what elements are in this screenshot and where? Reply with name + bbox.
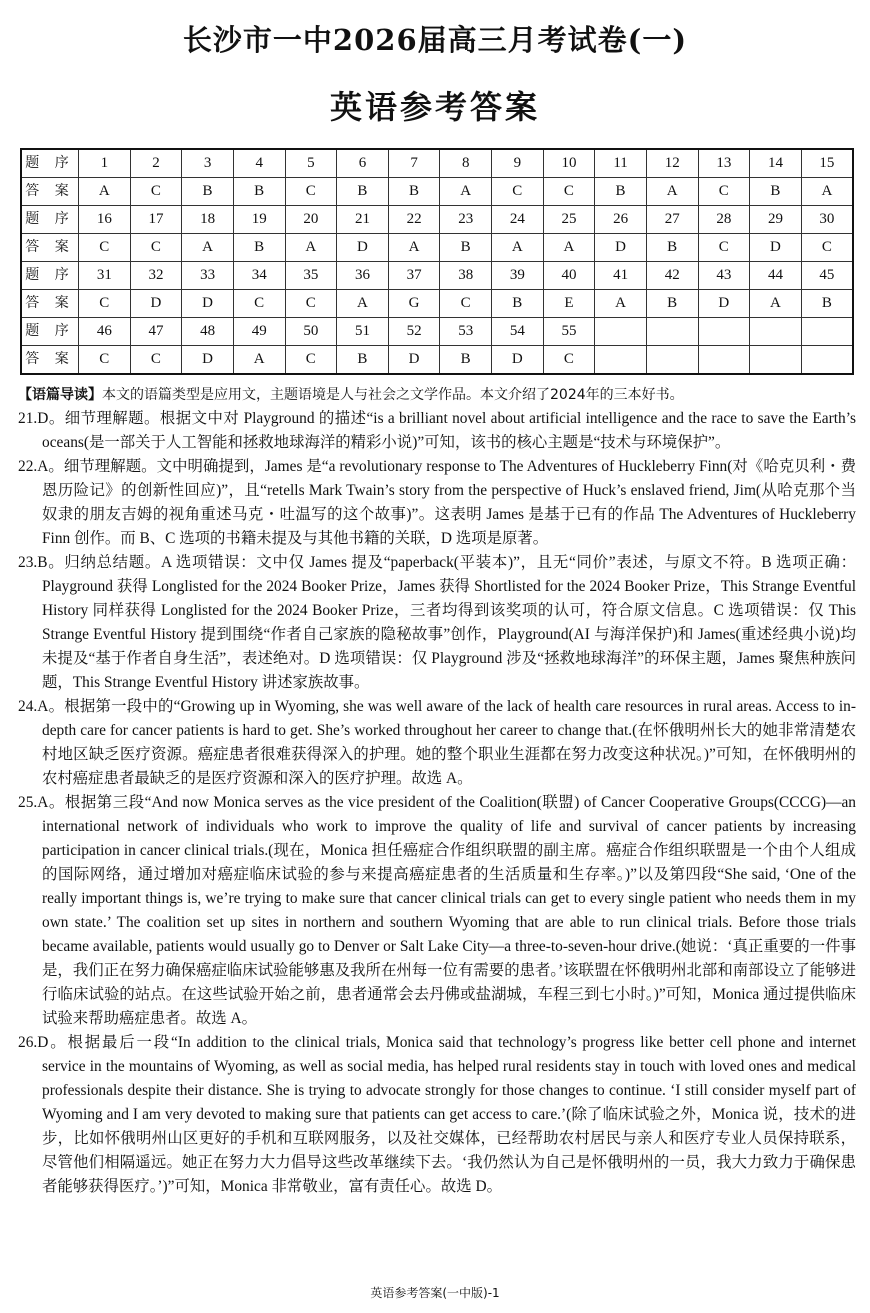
question-number-cell: 50 <box>285 318 337 346</box>
answer-key-title: 英语参考答案 <box>329 88 540 126</box>
question-number: 24. <box>18 698 38 715</box>
page-footer: 英语参考答案(一中版)-1 <box>370 1286 500 1300</box>
answer-cell: A <box>646 178 698 206</box>
question-number: 26. <box>18 1034 38 1051</box>
answer-cell: D <box>388 346 440 375</box>
question-number-cell <box>646 318 698 346</box>
row-label: 答 案 <box>21 234 79 262</box>
answer-cell: D <box>182 346 234 375</box>
question-number-cell: 26 <box>595 206 647 234</box>
explanation-24 <box>18 695 856 791</box>
answer-cell <box>801 346 853 375</box>
question-number-cell: 21 <box>337 206 389 234</box>
question-number-cell: 10 <box>543 149 595 178</box>
answer-cell: C <box>285 290 337 318</box>
answer-cell: C <box>801 234 853 262</box>
answer-cell: A <box>492 234 544 262</box>
answer-row <box>21 290 853 318</box>
question-number-cell: 31 <box>79 262 131 290</box>
answer-row <box>21 346 853 375</box>
row-label: 题 序 <box>21 318 79 346</box>
question-number-cell: 15 <box>801 149 853 178</box>
explanation-text: A。根据第三段“And now Monica serves as the vice president of the Coalition(联盟) of Cancer Cooperative Groups(CCCG)—an international network of individuals who work to improve the quality of life and survival of cancer patients by increasing participation in cancer clinical trials.(现在，Monica 担任癌症合作组织联盟的副主席。癌症合作组织联盟是一个由个人组成的国际网络，通过增加对癌症临床试验的参与来提高癌症患者的生活质量和生存率。)”以及第四段“She said, ‘One of the really important things is, we’re trying to make sure that cancer clinical trials can get to every single patient who needs them in my own state.’ The coalition set up sites in northern and southern Wyoming that are able to run clinical trials. Before those trials became available, patients would usually go to Denver or Salt Lake City—a three-to-seven-hour drive.(她说：‘真正重要的一件事是，我们正在努力确保癌症临床试验能够惠及我所在州每一位有需要的患者。’该联盟在怀俄明州北部和南部设立了能够进行临床试验的站点。在这些试验开始之前，患者通常会去丹佛或盐湖城，车程三到七小时。)”可知，Monica 通过提供临床试验来帮助癌症患者。故选 A。 <box>37 794 856 1027</box>
question-number-cell: 29 <box>750 206 802 234</box>
question-number-cell: 55 <box>543 318 595 346</box>
question-number-cell: 39 <box>492 262 544 290</box>
question-number-cell <box>595 318 647 346</box>
question-number-cell: 47 <box>130 318 182 346</box>
answer-cell: A <box>543 234 595 262</box>
explanation-21 <box>18 407 856 455</box>
answer-cell: A <box>440 178 492 206</box>
question-number-cell: 54 <box>492 318 544 346</box>
question-number-cell: 3 <box>182 149 234 178</box>
answer-cell: A <box>337 290 389 318</box>
question-number-cell: 35 <box>285 262 337 290</box>
question-number-cell: 30 <box>801 206 853 234</box>
question-number-cell: 13 <box>698 149 750 178</box>
answer-cell: B <box>182 178 234 206</box>
question-number: 23. <box>18 554 38 571</box>
question-number-cell: 9 <box>492 149 544 178</box>
explanation-text: B。归纳总结题。A 选项错误：文中仅 James 提及“paperback(平装本)”，且无“同价”表述，与原文不符。B 选项正确：Playground 获得 Longlisted for the 2024 Booker Prize，James 获得 Shortlisted for the 2024 Booker Prize，This Strange Eventful History 同样获得 Longlisted for the 2024 Booker Prize，三者均得到该奖项的认可，符合原文信息。C 选项错误：仅 This Strange Eventful History 提到围绕“作者自己家族的隐秘故事”创作，Playground(AI 与海洋保护)和 James(重述经典小说)均未提及“基于作者自身生活”，表述绝对。D 选项错误：仅 Playground 涉及“拯救地球海洋”的环保主题，James 聚焦种族问题，This Strange Eventful History 讲述家族故事。 <box>37 554 856 691</box>
answer-cell: D <box>337 234 389 262</box>
answer-cell: G <box>388 290 440 318</box>
question-number-cell <box>698 318 750 346</box>
question-number-cell: 18 <box>182 206 234 234</box>
question-number-cell: 23 <box>440 206 492 234</box>
row-label: 题 序 <box>21 149 79 178</box>
question-number-cell: 51 <box>337 318 389 346</box>
row-label: 题 序 <box>21 206 79 234</box>
question-number-cell: 5 <box>285 149 337 178</box>
answer-cell: C <box>440 290 492 318</box>
question-number-cell: 24 <box>492 206 544 234</box>
answer-cell: C <box>130 178 182 206</box>
answer-row <box>21 178 853 206</box>
question-number-cell <box>750 318 802 346</box>
row-label: 答 案 <box>21 346 79 375</box>
answer-row <box>21 234 853 262</box>
explanation-text: A。根据第一段中的“Growing up in Wyoming, she was well aware of the lack of health care resources in rural areas. Access to in-depth care for cancer patients is hard to get. She’s worked throughout her career to change that.(在怀俄明州长大的她非常清楚农村地区缺乏医疗资源。癌症患者很难获得深入的护理。她的整个职业生涯都在努力改变这种状况。)”可知，在怀俄明州的农村癌症患者最缺乏的是医疗资源和深入的医疗护理。故选 A。 <box>37 698 856 787</box>
answer-cell: A <box>79 178 131 206</box>
answer-cell: C <box>79 346 131 375</box>
answer-cell: B <box>233 178 285 206</box>
answer-cell: D <box>750 234 802 262</box>
question-number-cell: 25 <box>543 206 595 234</box>
question-number-cell: 11 <box>595 149 647 178</box>
row-label: 答 案 <box>21 290 79 318</box>
answer-cell: A <box>182 234 234 262</box>
answer-cell: D <box>698 290 750 318</box>
explanation-text: A。细节理解题。文中明确提到，James 是“a revolutionary response to The Adventures of Huckleberry Finn(对《哈克贝利・费恩历险记》的创新性回应)”，且“retells Mark Twain’s story from the perspective of Huck’s enslaved friend, Jim(从哈克那个当奴隶的朋友吉姆的视角重述马克・吐温写的这个故事)”。这表明 James 是基于已有的作品 The Adventures of Huckleberry Finn 创作。而 B、C 选项的书籍未提及与其他书籍的关联，D 选项是原著。 <box>37 458 856 547</box>
question-number-row <box>21 318 853 346</box>
answer-cell: B <box>595 178 647 206</box>
question-number-cell: 16 <box>79 206 131 234</box>
answer-cell: B <box>646 234 698 262</box>
question-number-cell: 12 <box>646 149 698 178</box>
question-number-row <box>21 149 853 178</box>
question-number-cell: 2 <box>130 149 182 178</box>
question-number-cell: 17 <box>130 206 182 234</box>
answer-cell <box>646 346 698 375</box>
answer-cell: C <box>285 178 337 206</box>
question-number: 21. <box>18 410 38 427</box>
question-number-cell: 37 <box>388 262 440 290</box>
question-number-cell: 38 <box>440 262 492 290</box>
question-number-cell: 42 <box>646 262 698 290</box>
answer-cell: D <box>492 346 544 375</box>
intro-tag: 【语篇导读】 <box>18 387 102 403</box>
passage-intro <box>18 383 856 407</box>
answer-cell: B <box>388 178 440 206</box>
question-number-cell: 53 <box>440 318 492 346</box>
answer-cell: E <box>543 290 595 318</box>
answer-cell: B <box>801 290 853 318</box>
exam-title: 长沙市一中2026届高三月考试卷(一) <box>182 23 688 57</box>
answer-cell: B <box>440 234 492 262</box>
answer-cell: A <box>388 234 440 262</box>
question-number-cell: 1 <box>79 149 131 178</box>
question-number-cell: 33 <box>182 262 234 290</box>
question-number-cell: 32 <box>130 262 182 290</box>
answer-cell <box>595 346 647 375</box>
question-number-cell: 45 <box>801 262 853 290</box>
answer-cell: C <box>285 346 337 375</box>
explanation-text: D。根据最后一段“In addition to the clinical trials, Monica said that technology’s progress like better cell phone and internet service in the mountains of Wyoming, as well as social media, has helped rural residents stay in touch with loved ones and medical professionals despite their distance. She is trying to advocate strongly for those changes to continue. ‘I still consider myself part of Wyoming and I am very devoted to making sure that patients can get access to care.’(除了临床试验之外，Monica 说，技术的进步，比如怀俄明州山区更好的手机和互联网服务，以及社交媒体，已经帮助农村居民与亲人和医疗专业人员保持联系，尽管他们相隔遥远。她正在努力大力倡导这些改革继续下去。‘我仍然认为自己是怀俄明州的一员，我大力致力于确保患者能够获得医疗。’)”可知，Monica 非常敬业，富有责任心。故选 D。 <box>37 1034 856 1195</box>
answer-cell: C <box>233 290 285 318</box>
question-number: 25. <box>18 794 38 811</box>
answer-cell: C <box>79 290 131 318</box>
answer-cell: A <box>233 346 285 375</box>
question-number-cell: 44 <box>750 262 802 290</box>
question-number-cell: 4 <box>233 149 285 178</box>
answer-cell: C <box>698 178 750 206</box>
answer-cell: B <box>646 290 698 318</box>
question-number-cell: 41 <box>595 262 647 290</box>
question-number-cell: 6 <box>337 149 389 178</box>
answer-cell <box>750 346 802 375</box>
answer-cell: D <box>595 234 647 262</box>
question-number-row <box>21 262 853 290</box>
answer-cell: C <box>543 178 595 206</box>
question-number-cell: 14 <box>750 149 802 178</box>
answer-cell: B <box>750 178 802 206</box>
answer-cell: C <box>130 346 182 375</box>
explanation-25 <box>18 791 856 1031</box>
question-number: 22. <box>18 458 38 475</box>
explanation-text: D。细节理解题。根据文中对 Playground 的描述“is a brilliant novel about artificial intelligence and the race to save the Earth’s oceans(是一部关于人工智能和拯救地球海洋的精彩小说)”可知，该书的核心主题是“技术与环境保护”。 <box>37 410 856 451</box>
answer-cell: C <box>698 234 750 262</box>
explanation-26 <box>18 1031 856 1199</box>
question-number-cell: 48 <box>182 318 234 346</box>
question-number-cell: 40 <box>543 262 595 290</box>
question-number-cell: 43 <box>698 262 750 290</box>
question-number-row <box>21 206 853 234</box>
answer-cell: B <box>337 346 389 375</box>
intro-text: 本文的语篇类型是应用文，主题语境是人与社会之文学作品。本文介绍了2024年的三本好书。 <box>102 387 684 403</box>
answer-cell: C <box>79 234 131 262</box>
question-number-cell: 46 <box>79 318 131 346</box>
question-number-cell: 22 <box>388 206 440 234</box>
answer-cell: B <box>440 346 492 375</box>
question-number-cell: 34 <box>233 262 285 290</box>
answer-cell: C <box>492 178 544 206</box>
question-number-cell: 20 <box>285 206 337 234</box>
row-label: 答 案 <box>21 178 79 206</box>
question-number-cell: 8 <box>440 149 492 178</box>
answer-cell: C <box>130 234 182 262</box>
question-number-cell: 27 <box>646 206 698 234</box>
answer-cell: A <box>750 290 802 318</box>
explanation-23 <box>18 551 856 695</box>
answer-cell: A <box>285 234 337 262</box>
question-number-cell: 7 <box>388 149 440 178</box>
answer-cell: B <box>337 178 389 206</box>
answer-cell: D <box>130 290 182 318</box>
answer-cell: A <box>801 178 853 206</box>
row-label: 题 序 <box>21 262 79 290</box>
question-number-cell: 19 <box>233 206 285 234</box>
answer-cell: B <box>233 234 285 262</box>
answer-cell: A <box>595 290 647 318</box>
question-number-cell: 36 <box>337 262 389 290</box>
explanation-22 <box>18 455 856 551</box>
answer-table <box>20 148 854 375</box>
question-number-cell: 28 <box>698 206 750 234</box>
answer-cell <box>698 346 750 375</box>
question-number-cell <box>801 318 853 346</box>
explanation-section <box>18 383 856 1199</box>
answer-cell: C <box>543 346 595 375</box>
question-number-cell: 52 <box>388 318 440 346</box>
answer-cell: D <box>182 290 234 318</box>
answer-cell: B <box>492 290 544 318</box>
question-number-cell: 49 <box>233 318 285 346</box>
